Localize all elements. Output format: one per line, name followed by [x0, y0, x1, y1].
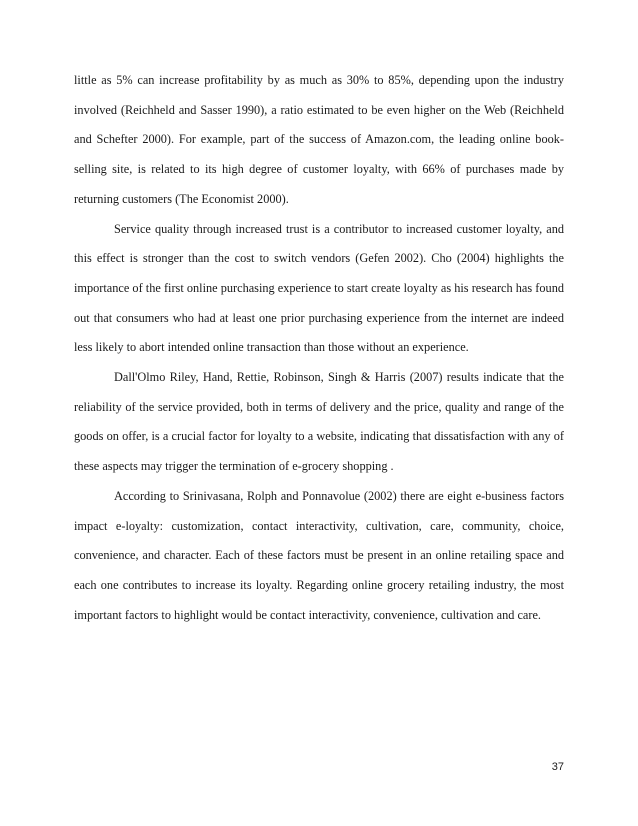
paragraph-continued: little as 5% can increase profitability by as much as 30% to 85%, depending upon the industry involved (Reichheld and Sasser 1990), a ratio estimated to be even higher on the Web (Reichheld and Schefter 2000). For example, part of the success of Amazon.com, the leading online book-selling site, is related to its high degree of customer loyalty, with 66% of purchases made by returning customers (The Economist 2000). — [74, 73, 564, 206]
paragraph-reliability: Dall'Olmo Riley, Hand, Rettie, Robinson, Singh & Harris (2007) results indicate that the reliability of the service provided, both in terms of delivery and the price, quality and range of the goods on offer, is a crucial factor for loyalty to a website, indicating that dissatisfaction with any of these aspects may trigger the termination of e-grocery shopping . — [74, 370, 564, 474]
body-text — [74, 66, 564, 630]
paragraph-service-quality: Service quality through increased trust is a contributor to increased customer loyalty, and this effect is stronger than the cost to switch vendors (Gefen 2002). Cho (2004) highlights the importance of the first online purchasing experience to start create loyalty as his research has found out that consumers who had at least one prior purchasing experience from the internet are indeed less likely to abort intended online transaction than those without an experience. — [74, 221, 564, 355]
page-number: 37 — [551, 761, 564, 773]
paragraph-e-loyalty-factors: According to Srinivasana, Rolph and Ponnavolue (2002) there are eight e-business factors impact e-loyalty: customization, contact interactivity, cultivation, care, community, choice, convenience, and character. Each of these factors must be present in an online retailing space and each one contributes to increase its loyalty. Regarding online grocery retailing industry, the most important factors to highlight would be contact interactivity, convenience, cultivation and care. — [74, 488, 564, 622]
